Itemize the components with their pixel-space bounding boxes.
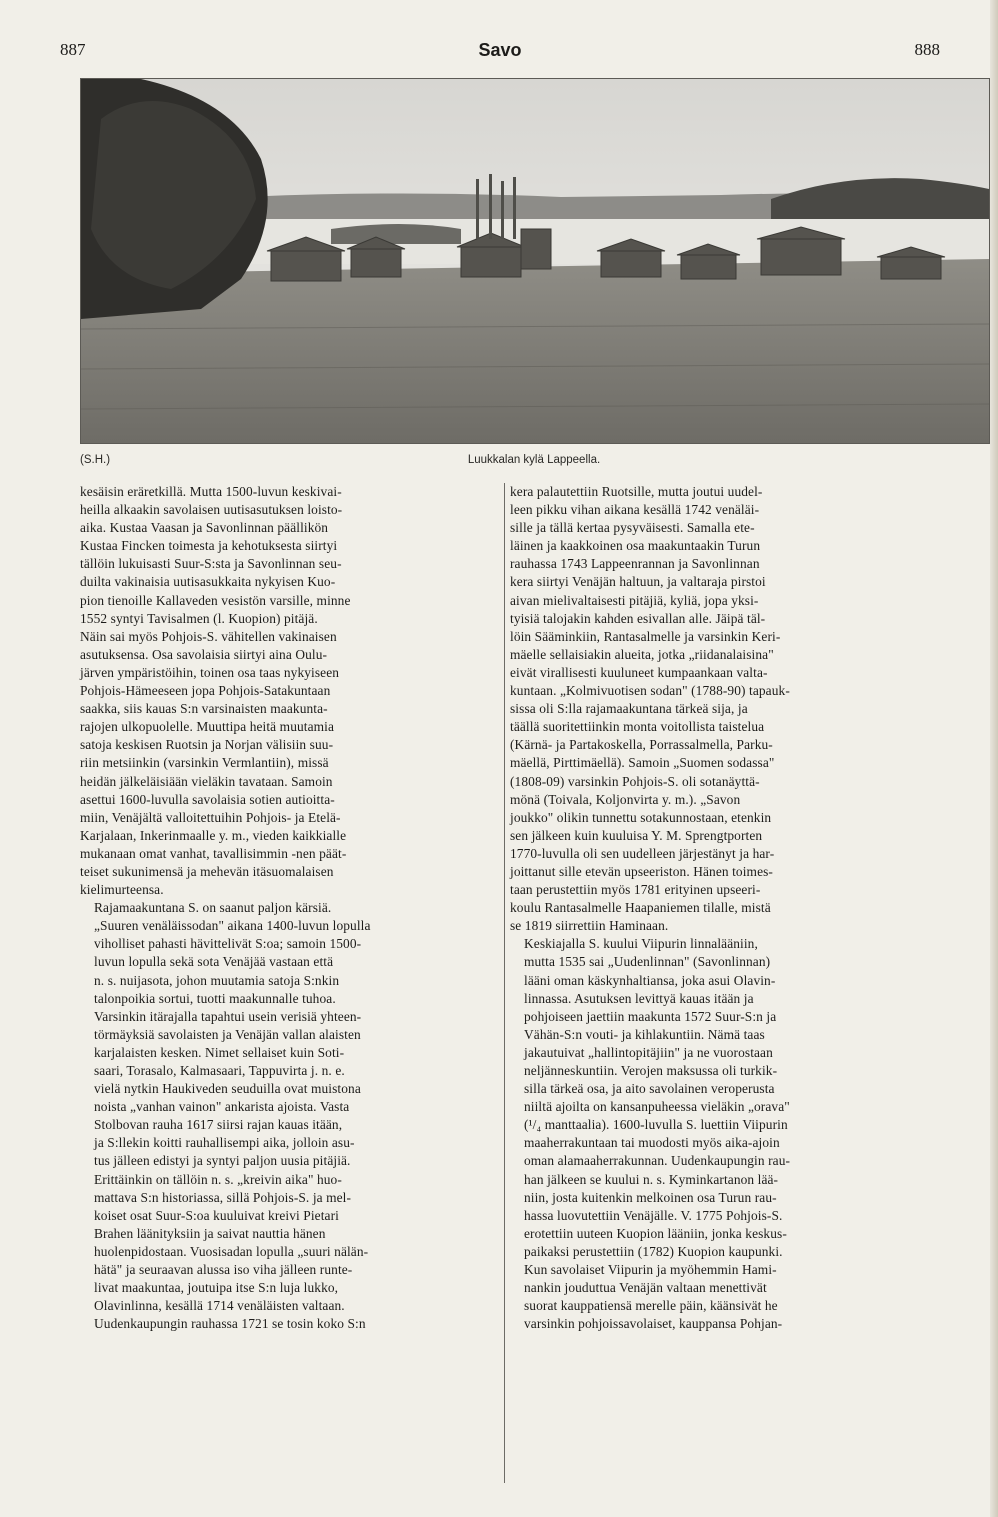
village-photograph [80,78,990,444]
text-line: varsinkin pohjoissavolaiset, kauppansa Pohjan- [524,1316,783,1332]
text-line: kuntaan. „Kolmivuotisen sodan" (1788-90) tapauk- [510,683,790,699]
text-line: järven ympäristöihin, toinen osa taas nykyiseen [80,664,340,680]
left-column [80,483,500,1488]
text-line: Erittäinkin on tällöin n. s. „kreivin aika" huo- [94,1171,342,1187]
text-line: kielimurteensa. [80,882,164,898]
text-line: kera palautettiin Ruotsille, mutta joutui uudel- [510,484,763,499]
text-line: Brahen läänityksiin ja saivat nauttia hänen [94,1225,326,1241]
text-line: Pohjois-Hämeeseen jopa Pohjois-Satakuntaan [80,683,331,699]
text-line: teiset sukunimensä ja mehevän itäsuomalaisen [80,863,334,879]
text-line: suorat kauppatiensä merelle päin, käänsivät he [524,1298,778,1314]
text-line: Keskiajalla S. kuului Viipurin linnalääniin, [524,936,758,952]
text-line: sille ja tällä kertaa pysyväisesti. Samalla ete- [510,520,755,536]
text-line: läinen ja kaakkoinen osa maakuntaakin Turun [510,538,761,554]
text-line: pohjoiseen jaettiin maakunta 1572 Suur-S:n ja [524,1008,777,1024]
text-line: saari, Torasalo, Kalmasaari, Tappuvirta j. n. e. [94,1063,345,1078]
body-text [80,483,988,1488]
text-line: miin, Venäjältä valloitettuihin Pohjois- ja Etelä- [80,809,341,825]
text-line: joittanut sille etevän upseeriston. Hänen toimes- [510,863,773,879]
text-line: asutuksensa. Osa savolaisia siirtyi aina Oulu- [80,646,328,662]
text-line: han jälkeen se kuului n. s. Kyminkartanon lää- [524,1171,779,1187]
text-line: erotettiin uuteen Kuopion lääniin, jonka keskus- [524,1225,787,1241]
text-line: Vähän-S:n vouti- ja kihlakuntiin. Nämä taas [524,1026,765,1042]
text-line: luvun lopulla sekä sota Venäjää vastaan että [94,954,334,970]
text-line: mutta 1535 sai „Uudenlinnan" (Savonlinnan) [524,954,771,970]
text-line: mönä (Toivala, Koljonvirta y. m.). „Savon [510,791,741,807]
text-line: noista „vanhan vainon" ankarista ajoista. Vasta [94,1099,350,1115]
text-line: satoja keskisen Ruotsin ja Norjan välisiin suu- [80,737,334,753]
text-line: silla tärkeä osa, ja aito savolainen veroperusta [524,1081,775,1097]
text-line: maaherrakuntaan tai muodosti myös aika-ajoin [524,1135,780,1151]
photo-credit: (S.H.) [80,454,111,466]
text-line: (¹/₄ manttaalia). 1600-luvulla S. luettiin Viipurin [524,1117,788,1133]
text-line: „Suuren venäläissodan" aikana 1400-luvun lopulla [94,918,371,934]
text-line: Rajamaakuntana S. on saanut paljon kärsiä. [94,900,332,916]
text-line: mäelle sellaisiakin alueita, jotka „riidanalaisina" [510,646,774,662]
text-line: pion tienoille Kallaveden vesistön varsille, minne [80,592,351,608]
text-line: 1770-luvulla oli sen uudelleen järjestänyt ja har- [510,845,775,861]
running-header [60,40,940,64]
text-line: kesäisin eräretkillä. Mutta 1500-luvun keskivai- [80,484,342,499]
text-line: täällä suoritettiinkin monta voitollista taistelua [510,719,765,735]
text-line: ja S:llekin koitti rauhallisempi aika, jolloin asu- [94,1135,355,1151]
text-line: niin, josta kuitenkin melkoinen osa Turun rau- [524,1189,777,1205]
text-line: huolenpidostaan. Vuosisadan lopulla „suuri nälän- [94,1243,369,1259]
page-number-left: 887 [60,40,86,59]
text-line: aivan mielivaltaisesti pitäjiä, kyliä, jopa yksi- [510,592,759,608]
text-line: kera siirtyi Venäjän haltuun, ja valtaraja pirstoi [510,574,766,590]
text-line: neljänneskuntiin. Verojen maksussa oli turkik- [524,1063,778,1078]
text-line: Kun savolaiset Viipurin ja myöhemmin Hami- [524,1262,777,1278]
text-line: 1552 syntyi Tavisalmen (l. Kuopion) pitäjä. [80,610,318,626]
text-line: nankin jouduttua Venäjän valtaan menettivät [524,1280,767,1296]
text-line: koulu Rantasalmelle Haapaniemen tilalle, mistä [510,900,771,916]
paragraph [510,935,930,1333]
text-line: rajojen ulkopuolelle. Muuttipa heitä muutamia [80,719,335,735]
text-line: livat maakuntaa, joutuipa itse S:n luja lukko, [94,1280,339,1296]
text-line: Näin sai myös Pohjois-S. vähitellen vakinaisen [80,628,337,644]
text-line: hassa luovutettiin Venäjälle. V. 1775 Pohjois-S. [524,1207,783,1223]
column-rule [504,483,505,1483]
text-line: rauhassa 1743 Lappeenrannan ja Savonlinnan [510,556,760,572]
text-line: oman alamaaherrakunnan. Uudenkaupungin rau- [524,1153,791,1169]
text-line: niiltä ajoilta on kansanpuheessa vieläkin „orava" [524,1099,790,1115]
text-line: eivät virallisesti kuuluneet kumpaankaan valta- [510,664,768,680]
text-line: (1808-09) varsinkin Pohjois-S. oli sotanäyttä- [510,773,760,789]
text-line: hätä" ja seuraavan alussa iso viha jälleen runte- [94,1262,353,1278]
text-line: paikaksi perustettiin (1782) Kuopion kaupunki. [524,1243,783,1259]
text-line: karjalaisten kesken. Nimet sellaiset kuin Soti- [94,1044,345,1060]
paragraph [80,483,500,899]
text-line: (Kärnä- ja Partakoskella, Porrassalmella, Parku- [510,737,773,753]
text-line: aika. Kustaa Vaasan ja Savonlinnan päällikön [80,520,329,536]
text-line: Stolbovan rauha 1617 siirsi rajan kauas itään, [94,1117,343,1133]
text-line: n. s. nuijasota, johon muutamia satoja S:nkin [94,972,340,988]
text-line: Karjalaan, Inkerinmaalle y. m., vieden kaikkialle [80,827,347,843]
text-line: riin metsiinkin (varsinkin Vermlantiin), missä [80,755,329,771]
text-line: Uudenkaupungin rauhassa 1721 se tosin koko S:n [94,1316,366,1332]
text-line: heilla alkaakin savolaisen uutisasutuksen loisto- [80,502,343,518]
photo-caption-text: Luukkalan kylä Lappeella. [467,454,601,466]
text-line: asettui 1600-luvulla savolaisia sotien autioitta- [80,791,335,807]
text-line: mäellä, Pirttimäellä). Samoin „Suomen sodassa" [510,755,775,771]
text-line: leen pikku vihan aikana kesällä 1742 venäläi- [510,502,760,518]
text-line: Olavinlinna, kesällä 1714 venäläisten valtaan. [94,1298,345,1314]
text-line: löin Sääminkiin, Rantasalmelle ja varsinkin Keri- [510,628,781,644]
paragraph [510,483,930,935]
text-line: tyisiä talojakin kahden esivallan alle. Jäipä täl- [510,610,766,626]
text-line: mukanaan omat vanhat, tavallisimmin -nen päät- [80,845,347,861]
text-line: joukko" olikin tunnettu sotakunnostaan, etenkin [510,809,772,825]
paragraph [80,899,500,1333]
running-title: Savo [478,40,522,60]
text-line: taan perustettiin myös 1781 erityinen upseeri- [510,882,761,898]
text-line: se 1819 siirrettiin Haminaan. [510,918,669,934]
page-number-right: 888 [914,40,940,59]
text-line: linnassa. Asutuksen levittyä kauas itään ja [524,990,754,1006]
text-line: sen jälkeen kuin kuuluisa Y. M. Sprengtporten [510,827,763,843]
page-edge-shadow [990,0,998,1517]
text-line: sissa oli S:lla rajamaakuntana tärkeä sija, ja [510,701,748,717]
text-line: viholliset pahasti hävittelivät S:oa; samoin 1500- [94,936,362,952]
text-line: duilta vakinaisia uutisasukkaita nykyisen Kuo- [80,574,336,590]
text-line: mattava S:n historiassa, sillä Pohjois-S. ja mel- [94,1189,352,1205]
text-line: jakautuivat „hallintopitäjiin" ja ne vuorostaan [524,1044,773,1060]
text-line: koiset osat Suur-S:oa kuuluivat kreivi Pietari [94,1207,339,1223]
photo-caption [80,454,988,472]
text-line: Kustaa Fincken toimesta ja kehotuksesta siirtyi [80,538,338,554]
text-line: törmäyksiä savolaisten ja Venäjän vallan alaisten [94,1026,361,1042]
text-line: heidän jälkeläisiään vieläkin tavataan. Samoin [80,773,333,789]
text-line: tällöin lukuisasti Suur-S:sta ja Savonlinnan seu- [80,556,342,572]
text-line: Varsinkin itärajalla tapahtui usein verisiä yhteen- [94,1008,362,1024]
text-line: saakka, siis kauas S:n varsinaisten maakunta- [80,701,328,717]
text-line: talonpoikia sortui, tuotti maakunnalle tuhoa. [94,990,336,1006]
text-line: lääni oman käskynhaltiansa, joka asui Olavin- [524,972,776,988]
text-line: tus jälleen edistyi ja syntyi paljon uusia pitäjiä. [94,1153,351,1169]
text-line: vielä nytkin Haukiveden seuduilla ovat muistona [94,1081,361,1097]
right-column [510,483,930,1488]
